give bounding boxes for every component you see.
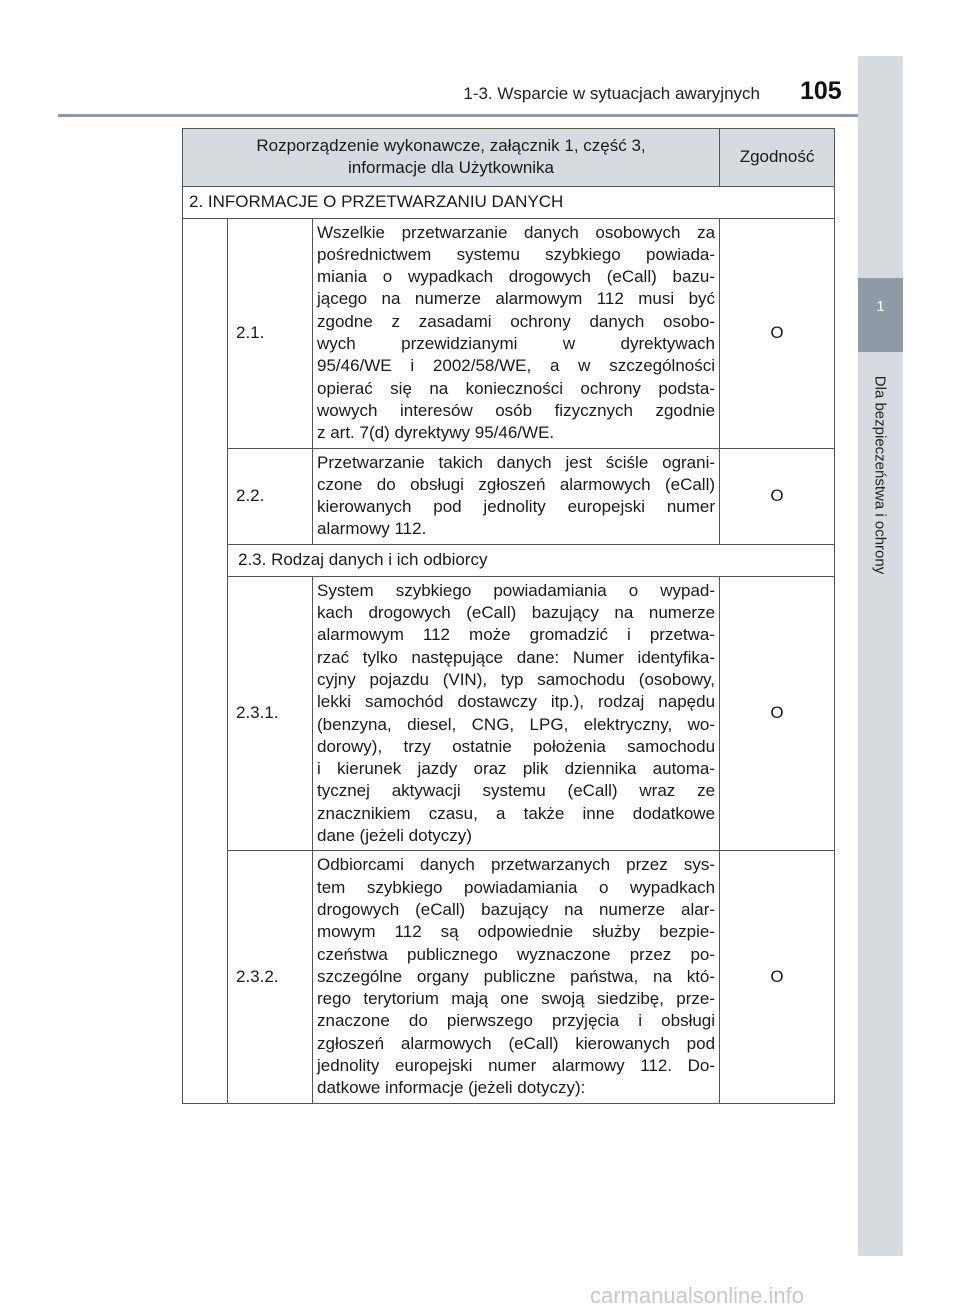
desc-line: zgodne z zasadami ochrony danych osobo- <box>317 311 716 331</box>
desc-line: znaczone do pierwszego przyjęcia i obsługi <box>317 1011 716 1031</box>
data-processing-table <box>182 128 835 1104</box>
desc-line: opierać się na konieczności ochrony podsta- <box>317 378 716 398</box>
row-description <box>313 448 720 544</box>
desc-line: mowym 112 są odpowiednie służby bezpie- <box>317 922 716 942</box>
desc-line: wowych interesów osób fizycznych zgodnie <box>317 400 716 420</box>
desc-line: alarmowy 112. <box>317 519 427 539</box>
desc-line: Wszelkie przetwarzanie danych osobowych za <box>317 222 716 242</box>
row-compliance: O <box>720 851 835 1103</box>
row-description <box>313 851 720 1103</box>
section-title-cell: 2. INFORMACJE O PRZETWARZANIU DANYCH <box>183 186 835 218</box>
row-number: 2.3.1. <box>228 576 313 851</box>
header-compliance: Zgodność <box>720 129 835 187</box>
desc-line: jącego na numerze alarmowym 112 musi być <box>317 289 716 309</box>
subsection-row <box>183 544 835 576</box>
header-regulation-line: informacje dla Użytkownika <box>348 158 554 178</box>
chapter-label: Dla bezpieczeństwa i ochrony <box>871 375 889 575</box>
footer-watermark[interactable]: carmanualsonline.info <box>590 1283 805 1308</box>
desc-line: z art. 7(d) dyrektywy 95/46/WE. <box>317 423 555 443</box>
desc-line: alarmowym 112 może gromadzić i przetwa- <box>317 625 716 645</box>
desc-line: cyjny pojazdu (VIN), typ samochodu (osobowy, <box>317 669 716 689</box>
desc-line: Przetwarzanie takich danych jest ściśle ograni- <box>317 452 716 472</box>
desc-line: i kierunek jazdy oraz plik dziennika automa- <box>317 759 716 779</box>
desc-line: kach drogowych (eCall) bazujący na numerze <box>317 603 716 623</box>
desc-line: dorowy), trzy ostatnie położenia samochodu <box>317 736 716 756</box>
row-description <box>313 576 720 851</box>
row-compliance: O <box>720 576 835 851</box>
header-regulation-line: Rozporządzenie wykonawcze, załącznik 1, część 3, <box>256 136 646 155</box>
row-compliance: O <box>720 448 835 544</box>
table-row <box>183 576 835 851</box>
table-row <box>183 218 835 448</box>
table-row <box>183 851 835 1103</box>
chapter-side-strip <box>858 56 903 1256</box>
desc-line: Odbiorcami danych przetwarzanych przez sys- <box>317 855 716 875</box>
row-number: 2.3.2. <box>228 851 313 1103</box>
chapter-tab[interactable] <box>858 278 903 352</box>
desc-line: kierowanych pod jednolity europejski numer <box>317 497 716 517</box>
desc-line: drogowych (eCall) bazujący na numerze alar- <box>317 899 716 919</box>
desc-line: wych przewidzianymi w dyrektywach <box>317 334 716 354</box>
header-divider <box>58 114 903 117</box>
row-description <box>313 218 720 448</box>
desc-line: czone do obsługi zgłoszeń alarmowych (eCall) <box>317 474 716 494</box>
desc-line: datkowe informacje (jeżeli dotyczy): <box>317 1078 586 1098</box>
chapter-tab-number: 1 <box>876 298 885 315</box>
row-compliance: O <box>720 218 835 448</box>
desc-line: dane (jeżeli dotyczy) <box>317 826 472 846</box>
page-number: 105 <box>800 77 842 105</box>
desc-line: jednolity europejski numer alarmowy 112. Do- <box>317 1055 716 1075</box>
subsection-title-cell: 2.3. Rodzaj danych i ich odbiorcy <box>228 544 835 576</box>
desc-line: rzać tylko następujące dane: Numer identyfika- <box>317 647 716 667</box>
desc-line: miania o wypadkach drogowych (eCall) bazu- <box>317 267 716 287</box>
section-title: 1-3. Wsparcie w sytuacjach awaryjnych <box>463 84 760 103</box>
desc-line: rego terytorium mają one swoją siedzibę, prze- <box>317 989 716 1009</box>
section-row <box>183 186 835 218</box>
row-number: 2.2. <box>228 448 313 544</box>
desc-line: zgłoszeń alarmowych (eCall) kierowanych pod <box>317 1033 716 1053</box>
desc-line: lekki samochód dostawczy itp.), rodzaj napędu <box>317 692 716 712</box>
desc-line: tem szybkiego powiadamiania o wypadkach <box>317 877 716 897</box>
desc-line: pośrednictwem systemu szybkiego powiada- <box>317 244 716 264</box>
desc-line: System szybkiego powiadamiania o wypad- <box>317 580 716 600</box>
desc-line: 95/46/WE i 2002/58/WE, a w szczególności <box>317 356 716 376</box>
desc-line: czeństwa publicznego wyznaczone przez po- <box>317 944 716 964</box>
desc-line: tycznej aktywacji systemu (eCall) wraz ze <box>317 781 716 801</box>
row-number: 2.1. <box>228 218 313 448</box>
desc-line: (benzyna, diesel, CNG, LPG, elektryczny, wo- <box>317 714 716 734</box>
table-row <box>183 448 835 544</box>
table-header-row <box>183 129 835 187</box>
desc-line: szczególne organy publiczne państwa, na któ- <box>317 966 716 986</box>
indent-cell <box>183 218 228 1103</box>
header-regulation <box>183 129 720 187</box>
desc-line: znacznikiem czasu, a także inne dodatkowe <box>317 803 716 823</box>
